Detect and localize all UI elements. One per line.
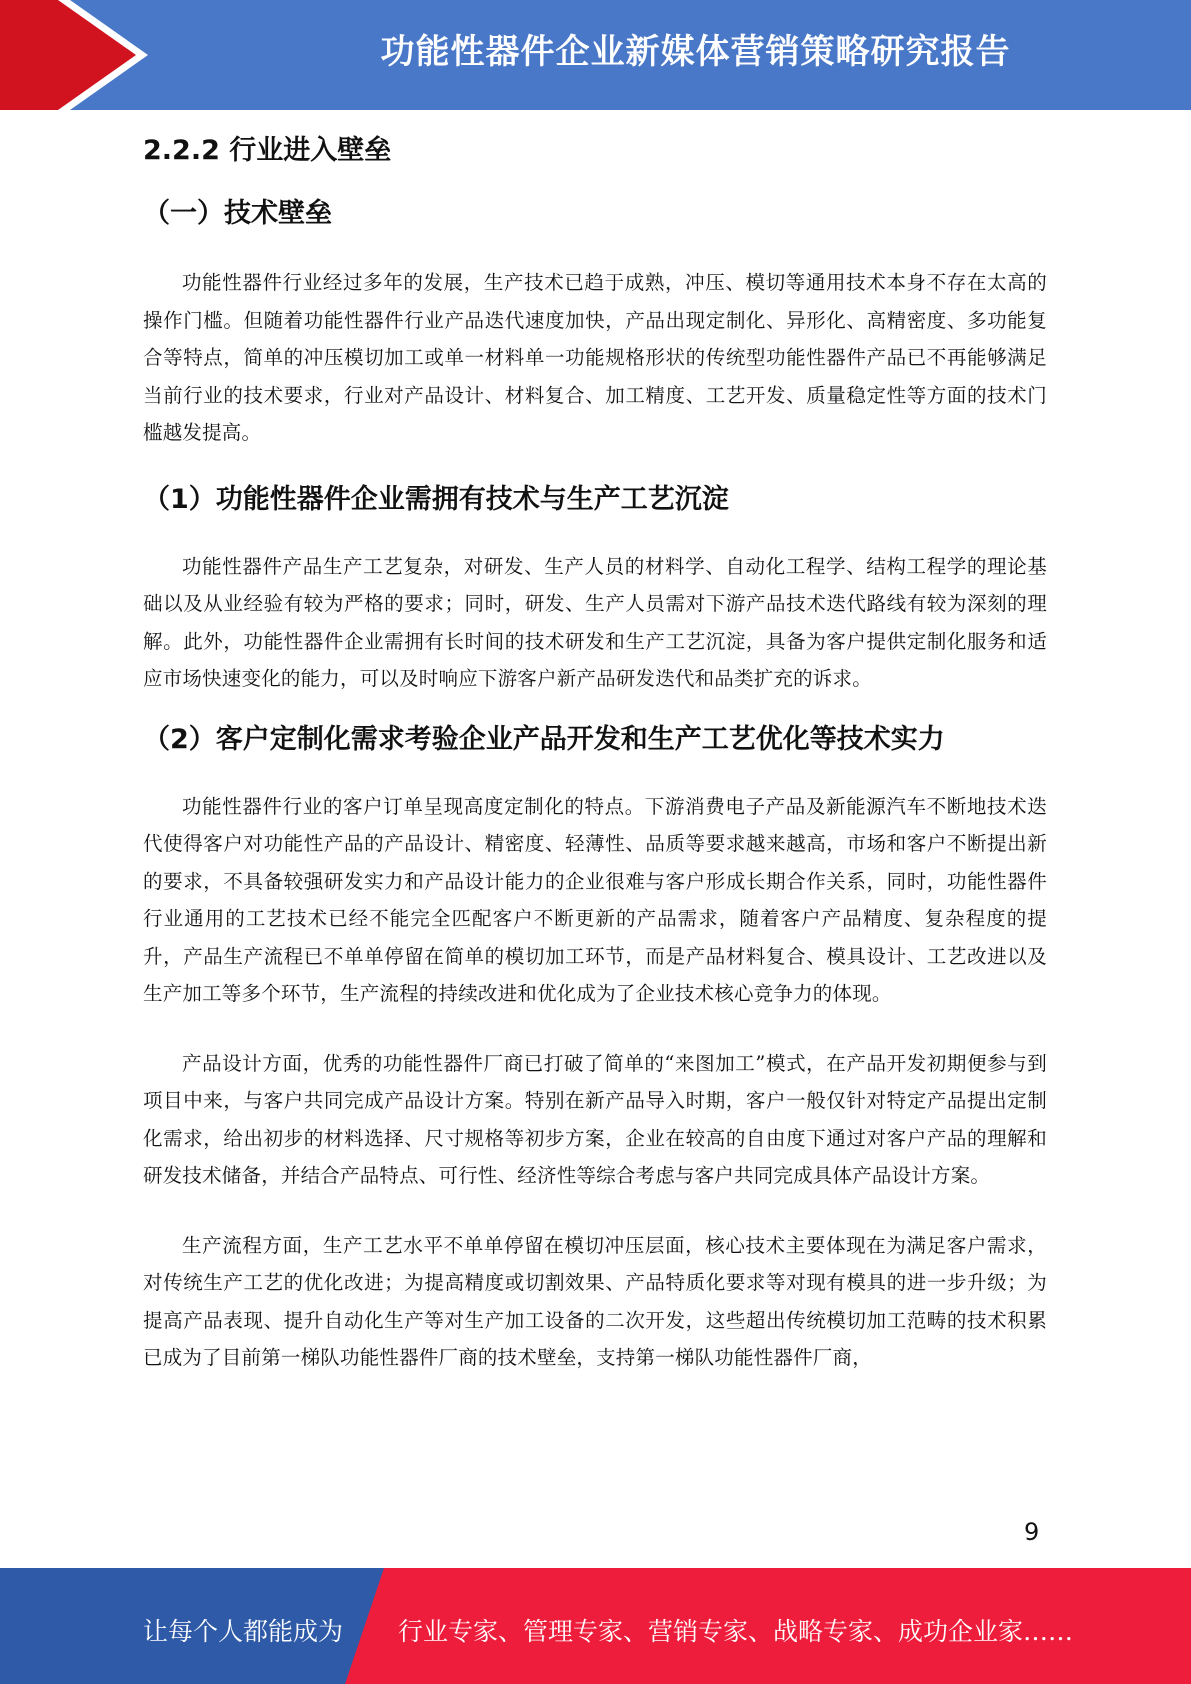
footer-slogan-left: 让每个人都能成为 xyxy=(143,1617,344,1646)
page-footer xyxy=(0,1568,1191,1684)
main-content xyxy=(143,128,1047,1377)
point-heading-2: （2）客户定制化需求考验企业产品开发和生产工艺优化等技术实力 xyxy=(143,723,945,755)
point-heading-1: （1）功能性器件企业需拥有技术与生产工艺沉淀 xyxy=(143,483,729,515)
paragraph-point-1: 功能性器件产品生产工艺复杂，对研发、生产人员的材料学、自动化工程学、结构工程学的理论基础以及从业经验有较为严格的要求；同时，研发、生产人员需对下游产品技术迭代路线有较为深刻的理解。此外，功能性器件企业需拥有长时间的技术研发和生产工艺沉淀，具备为客户提供定制化服务和适应市场快速变化的能力，可以及时响应下游客户新产品研发迭代和品类扩充的诉求。 xyxy=(143,554,1047,690)
paragraph-point-2-b: 产品设计方面，优秀的功能性器件厂商已打破了简单的“来图加工”模式，在产品开发初期便参与到项目中来，与客户共同完成产品设计方案。特别在新产品导入时期，客户一般仅针对特定产品提出定制化需求，给出初步的材料选择、尺寸规格等初步方案，企业在较高的自由度下通过对客户产品的理解和研发技术储备，并结合产品特点、可行性、经济性等综合考虑与客户共同完成具体产品设计方案。 xyxy=(143,1051,1047,1187)
subsection-heading-technical-barrier: （一）技术壁垒 xyxy=(143,198,332,229)
report-title: 功能性器件企业新媒体营销策略研究报告 xyxy=(380,32,1011,72)
paragraph-technical-barrier: 功能性器件行业经过多年的发展，生产技术已趋于成熟，冲压、模切等通用技术本身不存在太高的操作门槛。但随着功能性器件行业产品迭代速度加快，产品出现定制化、异形化、高精密度、多功能复合等特点，简单的冲压模切加工或单一材料单一功能规格形状的传统型功能性器件产品已不再能够满足当前行业的技术要求，行业对产品设计、材料复合、加工精度、工艺开发、质量稳定性等方面的技术门槛越发提高。 xyxy=(143,271,1047,444)
header-chevron-decoration xyxy=(0,0,160,110)
section-heading: 2.2.2 行业进入壁垒 xyxy=(143,135,392,166)
paragraph-point-2-c: 生产流程方面，生产工艺水平不单单停留在模切冲压层面，核心技术主要体现在为满足客户需求，对传统生产工艺的优化改进；为提高精度或切割效果、产品特质化要求等对现有模具的进一步升级；为提高产品表现、提升自动化生产等对生产加工设备的二次开发，这些超出传统模切加工范畴的技术积累已成为了目前第一梯队功能性器件厂商的技术壁垒，支持第一梯队功能性器件厂商， xyxy=(143,1233,1047,1369)
footer-slogan-right: 行业专家、管理专家、营销专家、战略专家、成功企业家…… xyxy=(398,1617,1074,1646)
paragraph-point-2-a: 功能性器件行业的客户订单呈现高度定制化的特点。下游消费电子产品及新能源汽车不断地技术迭代使得客户对功能性产品的产品设计、精密度、轻薄性、品质等要求越来越高，市场和客户不断提出新的要求，不具备较强研发实力和产品设计能力的企业很难与客户形成长期合作关系，同时，功能性器件行业通用的工艺技术已经不能完全匹配客户不断更新的产品需求，随着客户产品精度、复杂程度的提升，产品生产流程已不单单停留在简单的模切加工环节，而是产品材料复合、模具设计、工艺改进以及生产加工等多个环节，生产流程的持续改进和优化成为了企业技术核心竞争力的体现。 xyxy=(143,794,1047,1005)
page-number: 9 xyxy=(1024,1518,1040,1546)
page-header xyxy=(0,0,1191,110)
